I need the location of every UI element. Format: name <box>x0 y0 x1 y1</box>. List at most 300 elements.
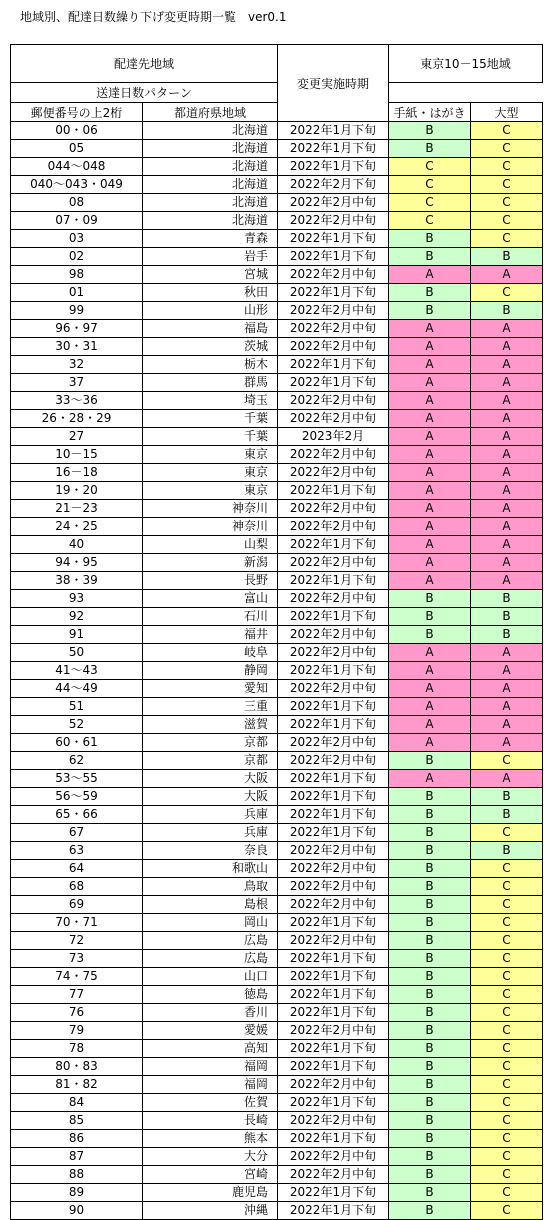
zip-prefix-cell: 07・09 <box>11 212 143 230</box>
large-pattern-cell: A <box>471 716 543 734</box>
large-pattern-cell: C <box>471 1166 543 1184</box>
zip-prefix-cell: 81・82 <box>11 1076 143 1094</box>
large-pattern-cell: C <box>471 968 543 986</box>
letters-pattern-cell: B <box>389 284 471 302</box>
prefecture-cell: 岡山 <box>143 914 278 932</box>
letters-pattern-cell: A <box>389 500 471 518</box>
prefecture-cell: 広島 <box>143 932 278 950</box>
table-row <box>11 302 543 320</box>
large-pattern-cell: A <box>471 428 543 446</box>
zip-prefix-cell: 50 <box>11 644 143 662</box>
prefecture-cell: 島根 <box>143 896 278 914</box>
table-row <box>11 500 543 518</box>
zip-prefix-cell: 01 <box>11 284 143 302</box>
change-period-cell: 2022年2月中旬 <box>278 860 389 878</box>
change-period-cell: 2022年2月中旬 <box>278 338 389 356</box>
prefecture-cell: 神奈川 <box>143 518 278 536</box>
large-pattern-cell: A <box>471 320 543 338</box>
change-period-cell: 2022年1月下旬 <box>278 770 389 788</box>
prefecture-cell: 静岡 <box>143 662 278 680</box>
letters-pattern-cell: B <box>389 752 471 770</box>
prefecture-cell: 新潟 <box>143 554 278 572</box>
table-row <box>11 320 543 338</box>
letters-pattern-cell: A <box>389 338 471 356</box>
zip-prefix-cell: 56～59 <box>11 788 143 806</box>
table-row <box>11 626 543 644</box>
prefecture-cell: 鳥取 <box>143 878 278 896</box>
table-row <box>11 806 543 824</box>
table-row <box>11 374 543 392</box>
large-pattern-cell: C <box>471 1040 543 1058</box>
table-row <box>11 986 543 1004</box>
letters-pattern-cell: B <box>389 986 471 1004</box>
prefecture-cell: 京都 <box>143 752 278 770</box>
prefecture-cell: 沖縄 <box>143 1202 278 1220</box>
change-period-cell: 2022年1月下旬 <box>278 662 389 680</box>
table-row <box>11 554 543 572</box>
zip-prefix-cell: 26・28・29 <box>11 410 143 428</box>
change-period-cell: 2022年2月中旬 <box>278 266 389 284</box>
letters-pattern-cell: B <box>389 1166 471 1184</box>
letters-pattern-cell: B <box>389 932 471 950</box>
table-row <box>11 284 543 302</box>
prefecture-cell: 大分 <box>143 1148 278 1166</box>
prefecture-cell: 徳島 <box>143 986 278 1004</box>
letters-pattern-cell: A <box>389 410 471 428</box>
letters-pattern-cell: A <box>389 374 471 392</box>
large-pattern-cell: C <box>471 1112 543 1130</box>
large-pattern-cell: C <box>471 986 543 1004</box>
large-pattern-cell: C <box>471 1004 543 1022</box>
change-period-cell: 2022年1月下旬 <box>278 806 389 824</box>
large-pattern-cell: C <box>471 230 543 248</box>
zip-prefix-cell: 88 <box>11 1166 143 1184</box>
table-row <box>11 662 543 680</box>
letters-pattern-cell: B <box>389 626 471 644</box>
prefecture-cell: 山口 <box>143 968 278 986</box>
zip-prefix-cell: 85 <box>11 1112 143 1130</box>
large-pattern-cell: C <box>471 860 543 878</box>
change-period-cell: 2022年1月下旬 <box>278 1202 389 1220</box>
prefecture-cell: 福井 <box>143 626 278 644</box>
change-period-cell: 2022年2月中旬 <box>278 590 389 608</box>
change-period-cell: 2022年2月中旬 <box>278 212 389 230</box>
zip-prefix-cell: 27 <box>11 428 143 446</box>
zip-prefix-cell: 60・61 <box>11 734 143 752</box>
prefecture-cell: 福島 <box>143 320 278 338</box>
prefecture-cell: 愛媛 <box>143 1022 278 1040</box>
change-period-cell: 2022年1月下旬 <box>278 356 389 374</box>
large-pattern-cell: B <box>471 788 543 806</box>
letters-pattern-cell: B <box>389 842 471 860</box>
table-row <box>11 518 543 536</box>
zip-prefix-cell: 67 <box>11 824 143 842</box>
zip-prefix-cell: 62 <box>11 752 143 770</box>
zip-prefix-cell: 38・39 <box>11 572 143 590</box>
prefecture-cell: 岩手 <box>143 248 278 266</box>
prefecture-cell: 宮城 <box>143 266 278 284</box>
change-period-cell: 2022年2月中旬 <box>278 464 389 482</box>
large-pattern-cell: A <box>471 572 543 590</box>
large-pattern-cell: A <box>471 392 543 410</box>
zip-prefix-cell: 19・20 <box>11 482 143 500</box>
table-row <box>11 248 543 266</box>
letters-pattern-cell: B <box>389 788 471 806</box>
change-period-cell: 2022年2月中旬 <box>278 1148 389 1166</box>
tokyo-region-header: 東京10－15地域 <box>389 45 543 83</box>
letters-pattern-cell: B <box>389 122 471 140</box>
change-period-cell: 2022年1月下旬 <box>278 230 389 248</box>
letters-pattern-cell: B <box>389 1076 471 1094</box>
change-period-cell: 2022年1月下旬 <box>278 824 389 842</box>
letters-pattern-cell: B <box>389 302 471 320</box>
zip-prefix-cell: 86 <box>11 1130 143 1148</box>
letters-pattern-cell: A <box>389 734 471 752</box>
large-header: 大型 <box>471 103 543 122</box>
zip-prefix-cell: 74・75 <box>11 968 143 986</box>
large-pattern-cell: A <box>471 446 543 464</box>
document-title: 地域別、配達日数繰り下げ変更時期一覧 ver0.1 <box>20 10 287 24</box>
table-row <box>11 788 543 806</box>
table-row <box>11 230 543 248</box>
zip-prefix-cell: 63 <box>11 842 143 860</box>
large-pattern-cell: A <box>471 554 543 572</box>
change-period-cell: 2022年1月下旬 <box>278 572 389 590</box>
zip-prefix-cell: 40 <box>11 536 143 554</box>
letters-pattern-cell: B <box>389 1112 471 1130</box>
letters-pattern-cell: A <box>389 536 471 554</box>
letters-pattern-cell: A <box>389 482 471 500</box>
table-row <box>11 212 543 230</box>
change-period-cell: 2022年1月下旬 <box>278 788 389 806</box>
prefecture-cell: 香川 <box>143 1004 278 1022</box>
table-row <box>11 590 543 608</box>
change-period-cell: 2022年2月中旬 <box>278 932 389 950</box>
change-period-cell: 2022年2月中旬 <box>278 518 389 536</box>
prefecture-cell: 京都 <box>143 734 278 752</box>
prefecture-cell: 北海道 <box>143 122 278 140</box>
table-row <box>11 1040 543 1058</box>
large-pattern-cell: B <box>471 842 543 860</box>
table-row <box>11 770 543 788</box>
letters-pattern-cell: B <box>389 1004 471 1022</box>
zip-prefix-cell: 02 <box>11 248 143 266</box>
change-period-cell: 2022年2月中旬 <box>278 1112 389 1130</box>
zip-prefix-cell: 00・06 <box>11 122 143 140</box>
letters-pattern-cell: B <box>389 1022 471 1040</box>
table-row <box>11 536 543 554</box>
change-period-cell: 2022年2月中旬 <box>278 500 389 518</box>
large-pattern-cell: A <box>471 680 543 698</box>
zip-prefix-cell: 37 <box>11 374 143 392</box>
zip-prefix-cell: 99 <box>11 302 143 320</box>
table-row <box>11 410 543 428</box>
zip-prefix-cell: 53～55 <box>11 770 143 788</box>
prefecture-cell: 千葉 <box>143 410 278 428</box>
table-row <box>11 716 543 734</box>
letters-pattern-cell: B <box>389 140 471 158</box>
prefecture-cell: 宮崎 <box>143 1166 278 1184</box>
prefecture-cell: 東京 <box>143 446 278 464</box>
table-row <box>11 122 543 140</box>
large-pattern-cell: A <box>471 500 543 518</box>
prefecture-cell: 和歌山 <box>143 860 278 878</box>
large-pattern-cell: C <box>471 284 543 302</box>
zip-prefix-cell: 21－23 <box>11 500 143 518</box>
zip-prefix-cell: 93 <box>11 590 143 608</box>
large-pattern-cell: C <box>471 1094 543 1112</box>
prefecture-cell: 北海道 <box>143 140 278 158</box>
zip-prefix-cell: 03 <box>11 230 143 248</box>
prefecture-cell: 大阪 <box>143 770 278 788</box>
zip-prefix-cell: 52 <box>11 716 143 734</box>
table-row <box>11 860 543 878</box>
prefecture-cell: 山梨 <box>143 536 278 554</box>
prefecture-cell: 山形 <box>143 302 278 320</box>
table-row <box>11 176 543 194</box>
prefecture-cell: 滋賀 <box>143 716 278 734</box>
zip-prefix-cell: 98 <box>11 266 143 284</box>
zip-prefix-cell: 24・25 <box>11 518 143 536</box>
change-period-cell: 2022年1月下旬 <box>278 1130 389 1148</box>
table-row <box>11 392 543 410</box>
change-period-cell: 2022年2月中旬 <box>278 1166 389 1184</box>
table-row <box>11 824 543 842</box>
table-row <box>11 1202 543 1220</box>
zip-prefix-cell: 65・66 <box>11 806 143 824</box>
large-pattern-cell: C <box>471 122 543 140</box>
change-period-cell: 2022年1月下旬 <box>278 698 389 716</box>
change-period-cell: 2022年2月中旬 <box>278 842 389 860</box>
large-pattern-cell: B <box>471 626 543 644</box>
prefecture-cell: 福岡 <box>143 1076 278 1094</box>
prefecture-cell: 栃木 <box>143 356 278 374</box>
zip-prefix-cell: 41～43 <box>11 662 143 680</box>
table-row <box>11 194 543 212</box>
table-row <box>11 698 543 716</box>
zip-prefix-cell: 78 <box>11 1040 143 1058</box>
zip-prefix-cell: 89 <box>11 1184 143 1202</box>
large-pattern-cell: A <box>471 770 543 788</box>
large-pattern-cell: C <box>471 1148 543 1166</box>
table-row <box>11 1184 543 1202</box>
change-period-cell: 2022年1月下旬 <box>278 1094 389 1112</box>
prefecture-cell: 愛知 <box>143 680 278 698</box>
letters-pattern-cell: B <box>389 878 471 896</box>
table-row <box>11 266 543 284</box>
zip-prefix-cell: 87 <box>11 1148 143 1166</box>
change-period-cell: 2022年1月下旬 <box>278 716 389 734</box>
zip-prefix-cell: 040～043・049 <box>11 176 143 194</box>
change-period-cell: 2022年2月下旬 <box>278 176 389 194</box>
change-period-cell: 2022年2月中旬 <box>278 1076 389 1094</box>
change-period-cell: 2022年1月下旬 <box>278 374 389 392</box>
prefecture-cell: 東京 <box>143 482 278 500</box>
letters-pattern-cell: C <box>389 176 471 194</box>
letters-pattern-cell: C <box>389 212 471 230</box>
large-pattern-cell: A <box>471 698 543 716</box>
table-row <box>11 1004 543 1022</box>
letters-pattern-cell: B <box>389 1094 471 1112</box>
change-period-cell: 2022年1月下旬 <box>278 122 389 140</box>
prefecture-cell: 大阪 <box>143 788 278 806</box>
change-period-cell: 2022年1月下旬 <box>278 1040 389 1058</box>
zip-prefix-cell: 044～048 <box>11 158 143 176</box>
delivery-schedule-table <box>10 44 543 1220</box>
table-row <box>11 1166 543 1184</box>
zip-prefix-cell: 77 <box>11 986 143 1004</box>
table-row <box>11 1094 543 1112</box>
zip-prefix-cell: 68 <box>11 878 143 896</box>
prefecture-cell: 茨城 <box>143 338 278 356</box>
zip-prefix-cell: 94・95 <box>11 554 143 572</box>
letters-pattern-cell: B <box>389 950 471 968</box>
prefecture-cell: 広島 <box>143 950 278 968</box>
table-row <box>11 932 543 950</box>
change-period-cell: 2022年2月中旬 <box>278 554 389 572</box>
large-pattern-cell: C <box>471 158 543 176</box>
zip-prefix-cell: 72 <box>11 932 143 950</box>
large-pattern-cell: A <box>471 464 543 482</box>
large-pattern-cell: C <box>471 194 543 212</box>
prefecture-cell: 群馬 <box>143 374 278 392</box>
letters-pattern-cell: B <box>389 230 471 248</box>
large-pattern-cell: A <box>471 374 543 392</box>
change-period-cell: 2022年2月中旬 <box>278 410 389 428</box>
prefecture-cell: 長野 <box>143 572 278 590</box>
large-pattern-cell: A <box>471 644 543 662</box>
change-period-cell: 2022年1月下旬 <box>278 986 389 1004</box>
letters-pattern-cell: C <box>389 158 471 176</box>
letters-pattern-cell: B <box>389 896 471 914</box>
change-period-cell: 2022年2月中旬 <box>278 878 389 896</box>
prefecture-cell: 熊本 <box>143 1130 278 1148</box>
letters-pattern-cell: A <box>389 662 471 680</box>
zip-prefix-cell: 10－15 <box>11 446 143 464</box>
letters-pattern-cell: A <box>389 572 471 590</box>
change-period-cell: 2022年1月下旬 <box>278 482 389 500</box>
zip-prefix-cell: 84 <box>11 1094 143 1112</box>
change-period-cell: 2022年1月下旬 <box>278 140 389 158</box>
pattern-header: 送達日数パターン <box>11 83 278 103</box>
table-row <box>11 950 543 968</box>
large-pattern-cell: C <box>471 896 543 914</box>
large-pattern-cell: B <box>471 302 543 320</box>
table-row <box>11 968 543 986</box>
change-period-cell: 2022年2月中旬 <box>278 446 389 464</box>
table-row <box>11 482 543 500</box>
change-period-cell: 2022年2月中旬 <box>278 1022 389 1040</box>
prefecture-cell: 北海道 <box>143 194 278 212</box>
prefecture-cell: 長崎 <box>143 1112 278 1130</box>
table-row <box>11 356 543 374</box>
zip-prefix-cell: 92 <box>11 608 143 626</box>
letters-pattern-cell: B <box>389 1148 471 1166</box>
large-pattern-cell: C <box>471 1202 543 1220</box>
large-pattern-cell: C <box>471 932 543 950</box>
table-row <box>11 140 543 158</box>
table-row <box>11 1112 543 1130</box>
zip-prefix-cell: 69 <box>11 896 143 914</box>
prefecture-cell: 北海道 <box>143 158 278 176</box>
change-period-cell: 2022年2月中旬 <box>278 194 389 212</box>
large-pattern-cell: C <box>471 140 543 158</box>
large-pattern-cell: B <box>471 248 543 266</box>
letters-pattern-cell: A <box>389 464 471 482</box>
zip-prefix-cell: 91 <box>11 626 143 644</box>
zip-prefix-cell: 96・97 <box>11 320 143 338</box>
prefecture-cell: 岐阜 <box>143 644 278 662</box>
letters-pattern-cell: B <box>389 968 471 986</box>
change-period-cell: 2022年1月下旬 <box>278 950 389 968</box>
large-pattern-cell: C <box>471 1058 543 1076</box>
table-row <box>11 158 543 176</box>
large-pattern-cell: A <box>471 662 543 680</box>
letters-pattern-cell: B <box>389 824 471 842</box>
change-period-cell: 2022年1月下旬 <box>278 914 389 932</box>
zip-prefix-cell: 32 <box>11 356 143 374</box>
letters-pattern-cell: B <box>389 1130 471 1148</box>
prefecture-cell: 奈良 <box>143 842 278 860</box>
letters-pattern-cell: A <box>389 644 471 662</box>
large-pattern-cell: C <box>471 878 543 896</box>
large-pattern-cell: A <box>471 518 543 536</box>
table-row <box>11 572 543 590</box>
large-pattern-cell: A <box>471 734 543 752</box>
change-period-cell: 2022年1月下旬 <box>278 608 389 626</box>
change-period-cell: 2022年2月中旬 <box>278 320 389 338</box>
large-pattern-cell: C <box>471 950 543 968</box>
table-row <box>11 896 543 914</box>
prefecture-cell: 三重 <box>143 698 278 716</box>
large-pattern-cell: B <box>471 608 543 626</box>
zip-prefix-header: 郵便番号の上2桁 <box>11 103 143 122</box>
zip-prefix-cell: 30・31 <box>11 338 143 356</box>
change-period-header: 変更実施時期 <box>278 45 389 122</box>
large-pattern-cell: A <box>471 482 543 500</box>
change-period-cell: 2022年2月中旬 <box>278 734 389 752</box>
change-period-cell: 2022年1月下旬 <box>278 1004 389 1022</box>
change-period-cell: 2022年1月下旬 <box>278 968 389 986</box>
large-pattern-cell: C <box>471 1076 543 1094</box>
letters-pattern-cell: C <box>389 194 471 212</box>
letters-pattern-cell: B <box>389 590 471 608</box>
change-period-cell: 2022年2月中旬 <box>278 392 389 410</box>
prefecture-cell: 佐賀 <box>143 1094 278 1112</box>
prefecture-cell: 福岡 <box>143 1058 278 1076</box>
prefecture-cell: 鹿児島 <box>143 1184 278 1202</box>
letters-pattern-cell: B <box>389 1202 471 1220</box>
table-row <box>11 428 543 446</box>
table-row <box>11 446 543 464</box>
table-row <box>11 608 543 626</box>
letters-pattern-cell: B <box>389 914 471 932</box>
table-row <box>11 1130 543 1148</box>
prefecture-cell: 北海道 <box>143 212 278 230</box>
letters-pattern-cell: A <box>389 266 471 284</box>
zip-prefix-cell: 80・83 <box>11 1058 143 1076</box>
table-row <box>11 842 543 860</box>
destination-header: 配達先地域 <box>11 45 278 83</box>
table-row <box>11 1076 543 1094</box>
zip-prefix-cell: 05 <box>11 140 143 158</box>
change-period-cell: 2022年1月下旬 <box>278 248 389 266</box>
prefecture-cell: 千葉 <box>143 428 278 446</box>
large-pattern-cell: C <box>471 1022 543 1040</box>
change-period-cell: 2022年2月中旬 <box>278 626 389 644</box>
large-pattern-cell: C <box>471 752 543 770</box>
zip-prefix-cell: 70・71 <box>11 914 143 932</box>
